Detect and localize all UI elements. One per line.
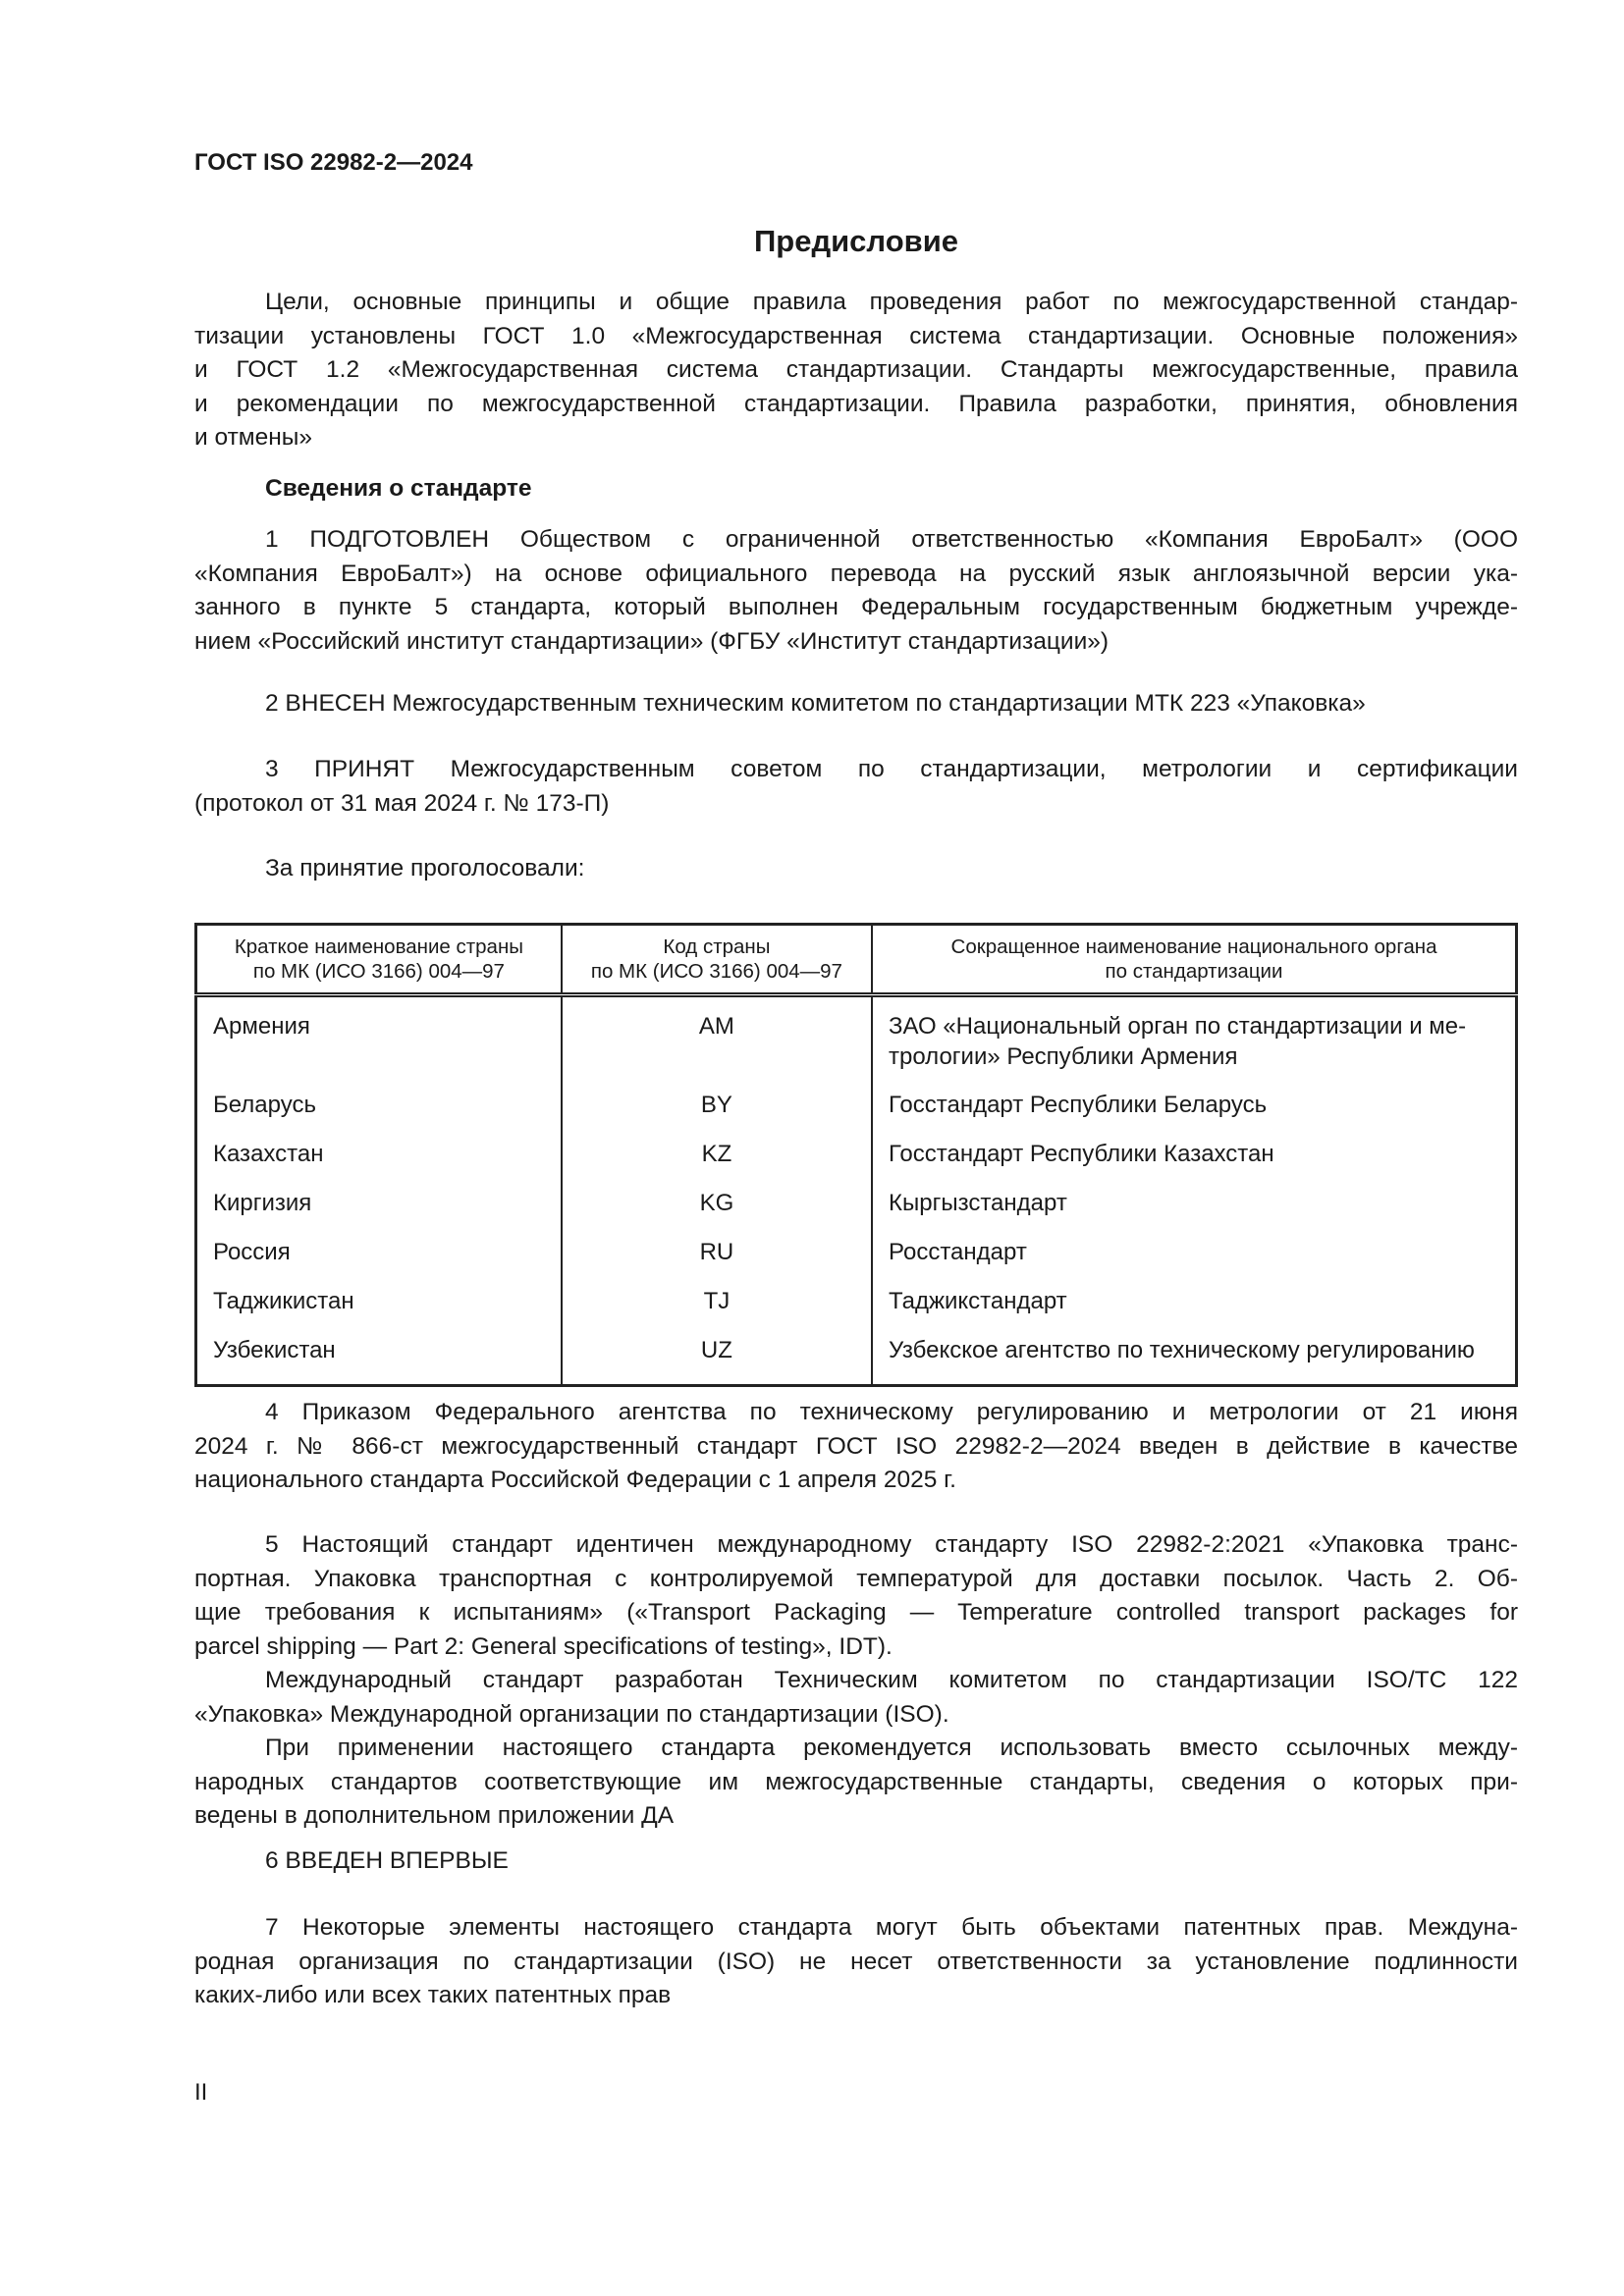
table-row xyxy=(196,1278,1517,1327)
item-3-paragraph xyxy=(194,753,1518,821)
country-cell: Беларусь xyxy=(196,1082,562,1131)
text-line: 4 Приказом Федерального агентства по техническому регулированию и метрологии от 21 июня xyxy=(265,1399,1518,1425)
intro-paragraph xyxy=(194,286,1518,455)
page-title: Предисловие xyxy=(753,224,958,258)
item-5-committee-paragraph xyxy=(194,1664,1518,1732)
column-header-body: Сокращенное наименование национального органа по стандартизации xyxy=(872,925,1516,995)
table-row xyxy=(196,1327,1517,1386)
text-line: народных стандартов соответствующие им межгосударственные стандарты, сведения о которых при- xyxy=(194,1768,1518,1795)
text-line: тизации установлены ГОСТ 1.0 «Межгосударственная система стандартизации. Основные положения» xyxy=(194,322,1518,349)
text-line: Цели, основные принципы и общие правила проведения работ по межгосударственной стандар- xyxy=(265,289,1518,315)
section-subheading: Сведения о стандарте xyxy=(265,475,532,502)
country-cell: Киргизия xyxy=(196,1180,562,1229)
table-row xyxy=(196,1131,1517,1180)
country-cell: Узбекистан xyxy=(196,1327,562,1386)
text-line: и отмены» xyxy=(194,424,313,451)
item-7-paragraph xyxy=(194,1911,1518,2013)
national-body-cell: ЗАО «Национальный орган по стандартизации и ме- трологии» Республики Армения xyxy=(872,995,1516,1083)
text-line: 5 Настоящий стандарт идентичен международному стандарту ISO 22982-2:2021 «Упаковка транс- xyxy=(265,1531,1518,1558)
country-cell: Россия xyxy=(196,1229,562,1278)
text-line: родная организация по стандартизации (ISO) не несет ответственности за установление подлинности xyxy=(194,1948,1518,1975)
country-code-cell: KZ xyxy=(562,1131,872,1180)
text-line: и ГОСТ 1.2 «Межгосударственная система стандартизации. Стандарты межгосударственные, правила xyxy=(194,356,1518,383)
country-code-cell: AM xyxy=(562,995,872,1083)
page-number: II xyxy=(194,2079,208,2106)
text-line: занного в пункте 5 стандарта, который выполнен Федеральным государственным бюджетным учрежде- xyxy=(194,594,1518,620)
national-body-cell: Госстандарт Республики Беларусь xyxy=(872,1082,1516,1131)
text-line: каких-либо или всех таких патентных прав xyxy=(194,1982,672,2008)
country-code-cell: BY xyxy=(562,1082,872,1131)
text-line: 2 ВНЕСЕН Межгосударственным техническим комитетом по стандартизации МТК 223 «Упаковка» xyxy=(265,690,1366,717)
table-row xyxy=(196,995,1517,1083)
national-body-cell: Кыргызстандарт xyxy=(872,1180,1516,1229)
table-row xyxy=(196,1180,1517,1229)
text-line: ведены в дополнительном приложении ДА xyxy=(194,1802,675,1829)
country-code-cell: TJ xyxy=(562,1278,872,1327)
national-body-cell: Росстандарт xyxy=(872,1229,1516,1278)
country-code-cell: KG xyxy=(562,1180,872,1229)
item-5-application-paragraph xyxy=(194,1732,1518,1834)
text-line: «Упаковка» Международной организации по стандартизации (ISO). xyxy=(194,1700,949,1728)
text-line: 7 Некоторые элементы настоящего стандарта могут быть объектами патентных прав. Междуна- xyxy=(265,1914,1518,1941)
item-2-paragraph xyxy=(194,687,1518,721)
national-body-cell: Госстандарт Республики Казахстан xyxy=(872,1131,1516,1180)
table-row xyxy=(196,1229,1517,1278)
text-line: щие требования к испытаниям» («Transport Packaging — Temperature controlled transport packages for xyxy=(194,1599,1518,1626)
document-code: ГОСТ ISO 22982-2—2024 xyxy=(194,149,473,176)
country-cell: Армения xyxy=(196,995,562,1083)
text-line: Международный стандарт разработан Техническим комитетом по стандартизации ISO/TC 122 xyxy=(265,1667,1518,1693)
column-header-country: Краткое наименование страны по МК (ИСО 3166) 004—97 xyxy=(196,925,562,995)
text-line: 1 ПОДГОТОВЛЕН Обществом с ограниченной ответственностью «Компания ЕвроБалт» (ООО xyxy=(265,526,1518,553)
column-header-code: Код страны по МК (ИСО 3166) 004—97 xyxy=(562,925,872,995)
text-line: и рекомендации по межгосударственной стандартизации. Правила разработки, принятия, обновления xyxy=(194,390,1518,417)
text-line: 6 ВВЕДЕН ВПЕРВЫЕ xyxy=(265,1847,509,1874)
item-4-paragraph xyxy=(194,1396,1518,1498)
text-line: национального стандарта Российской Федерации с 1 апреля 2025 г. xyxy=(194,1467,956,1493)
member-states-table xyxy=(194,923,1518,1387)
table-header-row xyxy=(196,925,1517,995)
country-cell: Таджикистан xyxy=(196,1278,562,1327)
text-line: нием «Российский институт стандартизации» (ФГБУ «Институт стандартизации») xyxy=(194,627,1110,655)
national-body-cell: Таджикстандарт xyxy=(872,1278,1516,1327)
text-line: (протокол от 31 мая 2024 г. № 173-П) xyxy=(194,789,610,817)
text-line: При применении настоящего стандарта рекомендуется использовать вместо ссылочных между- xyxy=(265,1735,1518,1761)
country-code-cell: UZ xyxy=(562,1327,872,1386)
item-1-paragraph xyxy=(194,523,1518,659)
country-code-cell: RU xyxy=(562,1229,872,1278)
text-line: «Компания ЕвроБалт») на основе официального перевода на русский язык англоязычной версии ука- xyxy=(194,560,1518,587)
country-cell: Казахстан xyxy=(196,1131,562,1180)
text-line: 2024 г. № 866-ст межгосударственный стандарт ГОСТ ISO 22982-2—2024 введен в действие в качестве xyxy=(194,1432,1518,1460)
text-line: портная. Упаковка транспортная с контролируемой температурой для доставки посылок. Часть 2. Об- xyxy=(194,1565,1518,1592)
national-body-cell: Узбекское агентство по техническому регулированию xyxy=(872,1327,1516,1386)
item-6-paragraph xyxy=(194,1844,1518,1879)
item-5-paragraph xyxy=(194,1528,1518,1664)
table-row xyxy=(196,1082,1517,1131)
vote-label: За принятие проголосовали: xyxy=(265,855,585,881)
text-line: 3 ПРИНЯТ Межгосударственным советом по стандартизации, метрологии и сертификации xyxy=(265,756,1518,782)
text-line: parcel shipping — Part 2: General specifications of testing», IDT). xyxy=(194,1632,893,1660)
